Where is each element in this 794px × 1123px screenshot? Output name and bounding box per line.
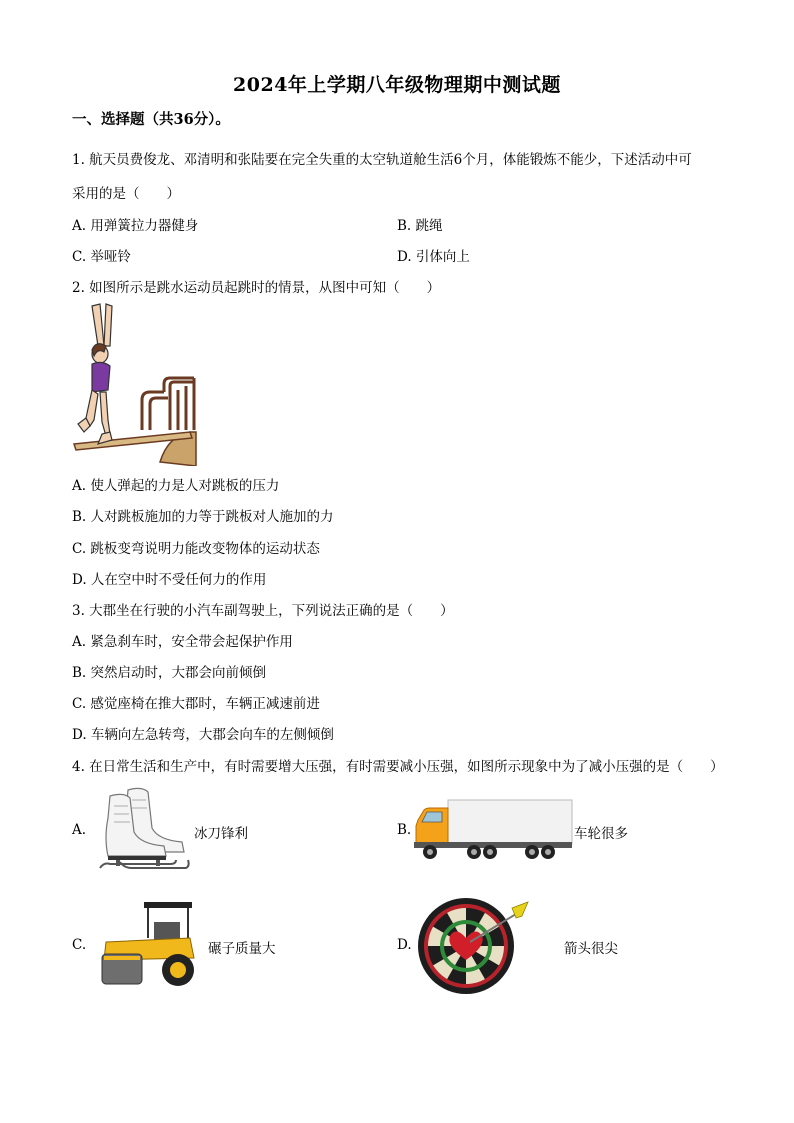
q2-option-a[interactable]: A. 使人弹起的力是人对跳板的压力 bbox=[72, 478, 280, 494]
q3-option-b[interactable]: B. 突然启动时，大郡会向前倾倒 bbox=[72, 665, 267, 681]
q1-option-b[interactable]: B. 跳绳 bbox=[397, 218, 443, 234]
q1-stem-line2: 采用的是（ ） bbox=[72, 186, 180, 202]
q2-option-b[interactable]: B. 人对跳板施加的力等于跳板对人施加的力 bbox=[72, 509, 334, 525]
q4-option-b-label[interactable]: B. bbox=[397, 822, 412, 838]
q1-option-a[interactable]: A. 用弹簧拉力器健身 bbox=[72, 218, 199, 234]
q4-option-a-label[interactable]: A. bbox=[72, 822, 87, 838]
diver-on-springboard-figure bbox=[72, 300, 198, 466]
q4-option-c-label[interactable]: C. bbox=[72, 937, 87, 953]
section-heading: 一、选择题（共36分）。 bbox=[72, 111, 230, 128]
dartboard-icon bbox=[416, 892, 538, 996]
q4-option-d-label[interactable]: D. bbox=[397, 937, 412, 953]
q2-option-d[interactable]: D. 人在空中时不受任何力的作用 bbox=[72, 572, 267, 588]
q2-option-c[interactable]: C. 跳板变弯说明力能改变物体的运动状态 bbox=[72, 541, 320, 557]
q3-option-c[interactable]: C. 感觉座椅在推大郡时，车辆正减速前进 bbox=[72, 696, 320, 712]
q1-option-d[interactable]: D. 引体向上 bbox=[397, 249, 470, 265]
q4-option-b-caption: 车轮很多 bbox=[574, 826, 628, 842]
q3-stem: 3. 大郡坐在行驶的小汽车副驾驶上，下列说法正确的是（ ） bbox=[72, 603, 454, 619]
q4-option-a-caption: 冰刀锋利 bbox=[194, 826, 248, 842]
ice-skates-icon bbox=[92, 784, 192, 874]
q2-stem: 2. 如图所示是跳水运动员起跳时的情景，从图中可知（ ） bbox=[72, 280, 441, 296]
q1-option-c[interactable]: C. 举哑铃 bbox=[72, 249, 131, 265]
q4-stem: 4. 在日常生活和生产中，有时需要增大压强，有时需要减小压强，如图所示现象中为了减小压强的是（ ） bbox=[72, 759, 724, 775]
page-title: 2024年上学期八年级物理期中测试题 bbox=[233, 74, 561, 96]
road-roller-icon bbox=[98, 898, 202, 992]
q4-option-c-caption: 碾子质量大 bbox=[208, 941, 276, 957]
q1-stem-line1: 1. 航天员费俊龙、邓清明和张陆要在完全失重的太空轨道舱生活6个月，体能锻炼不能少，下述活动中可 bbox=[72, 152, 692, 168]
q3-option-a[interactable]: A. 紧急刹车时，安全带会起保护作用 bbox=[72, 634, 293, 650]
q3-option-d[interactable]: D. 车辆向左急转弯，大郡会向车的左侧倾倒 bbox=[72, 727, 334, 743]
truck-icon bbox=[412, 798, 574, 864]
q4-option-d-caption: 箭头很尖 bbox=[564, 941, 618, 957]
